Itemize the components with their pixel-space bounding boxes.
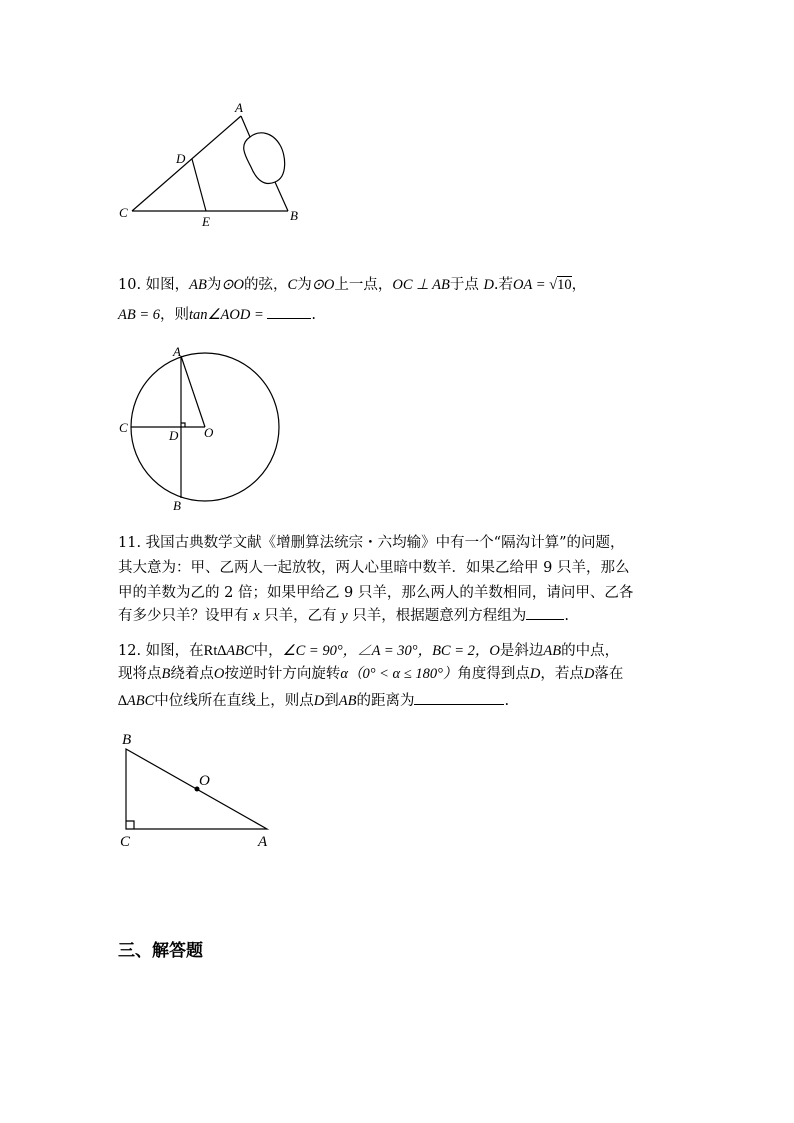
q10-number: 10. [118, 277, 142, 293]
label-A: A [173, 344, 181, 359]
answer-blank-q10[interactable] [267, 304, 311, 319]
answer-blank-q12[interactable] [414, 690, 504, 705]
q11-line2: 其大意为：甲、乙两人一起放牧，两人心里暗中数羊．如果乙给甲 9 只羊，那么 [118, 560, 630, 576]
label-C: C [120, 834, 131, 850]
label-C: C [119, 420, 128, 435]
q12-number: 12. [118, 643, 142, 659]
label-D: D [169, 428, 179, 443]
label-A: A [235, 100, 243, 115]
label-D: D [176, 151, 186, 166]
answer-blank-q11[interactable] [526, 605, 564, 620]
label-E: E [202, 214, 210, 229]
label-B: B [290, 208, 298, 223]
sqrt-expression: √10 [549, 277, 572, 293]
q11-number: 11. [118, 535, 142, 551]
label-B: B [122, 732, 132, 748]
figure-right-triangle [112, 728, 287, 853]
q10-line1: 10. 如图，AB为⊙O的弦，C为⊙O上一点，OC ⊥ AB于点 D.若OA = √10， [118, 277, 587, 293]
q11-line3: 甲的羊数为乙的 2 倍；如果甲给乙 9 只羊，那么两人的羊数相同，请问甲、乙各 [118, 585, 634, 601]
q12-line3: ∆ABC中位线所在直线上，则点D到AB的距离为 . [118, 690, 509, 711]
label-A: A [258, 834, 268, 850]
label-O: O [199, 773, 210, 789]
label-C: C [119, 205, 128, 220]
figure-circle [112, 340, 287, 515]
q11-line1: 11. 我国古典数学文献《增删算法统宗・六均输》中有一个“隔沟计算”的问题， [118, 535, 625, 551]
section-title: 三、解答题 [118, 941, 203, 961]
circle-dot-symbol-2: ⊙O [311, 277, 335, 293]
q10-line2: AB = 6，则tan∠AOD = . [118, 304, 316, 325]
label-O: O [204, 425, 214, 440]
q11-line4: 有多少只羊？设甲有 x 只羊，乙有 y 只羊，根据题意列方程组为 . [118, 605, 569, 626]
q12-line2: 现将点B绕着点O按逆时针方向旋转α（0° < α ≤ 180°）角度得到点D，若点D落在 [118, 666, 624, 682]
q12-line1: 12. 如图，在Rt∆ABC中，∠C = 90°，∠A = 30°，BC = 2，O是斜边AB的中点， [118, 643, 620, 659]
figure-triangle-obstacle [110, 95, 320, 235]
circle-dot-symbol: ⊙O [221, 277, 245, 293]
label-B: B [173, 498, 181, 513]
